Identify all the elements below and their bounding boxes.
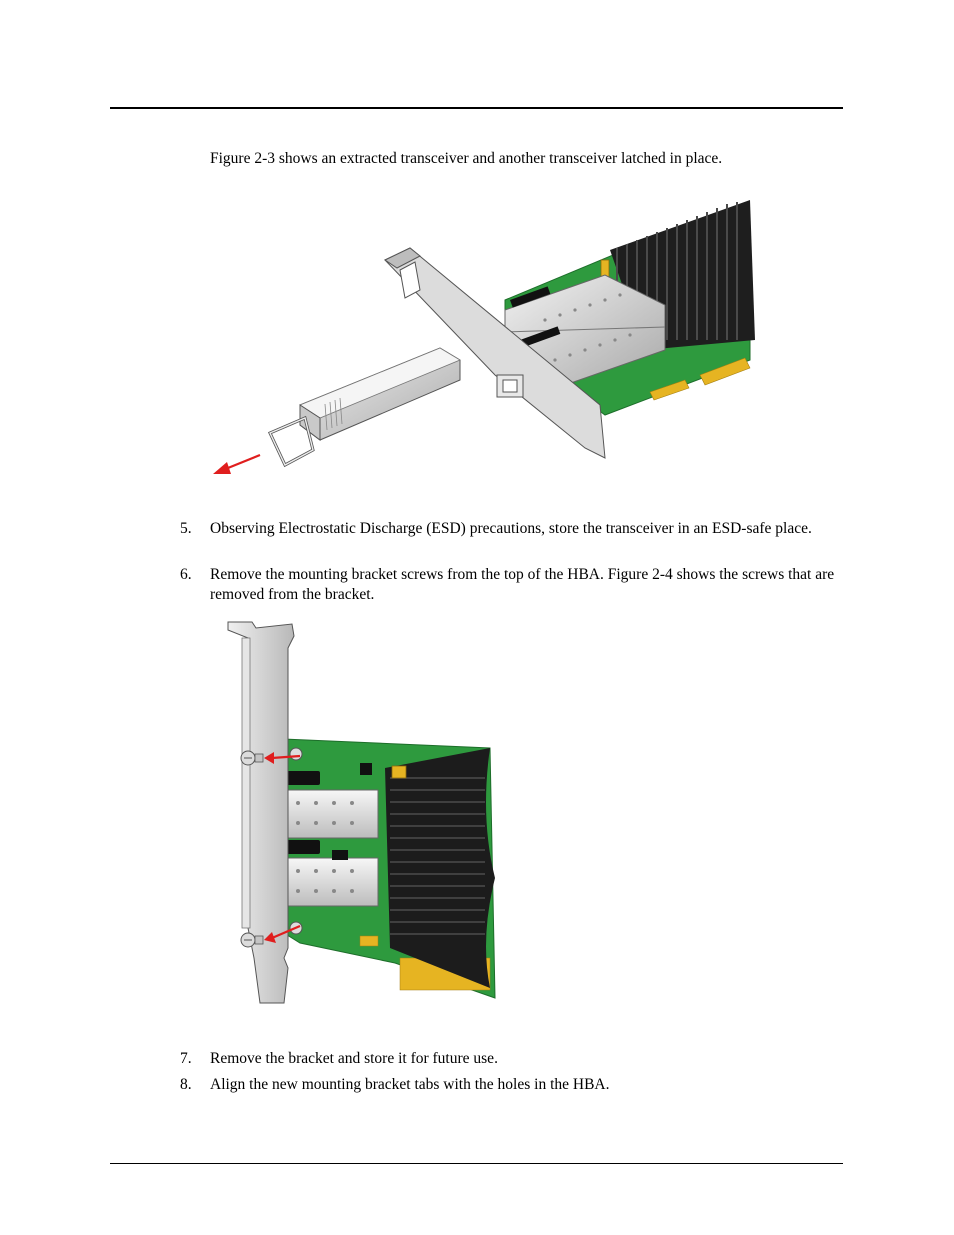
- step-number: 5.: [180, 520, 192, 537]
- step-text: Remove the mounting bracket screws from the top of the HBA. Figure 2-4 shows the screws that are removed from the bracket.: [210, 566, 835, 603]
- heatsink: [385, 748, 495, 988]
- intro-paragraph: Figure 2-3 shows an extracted transceiver and another transceiver latched in place.: [210, 150, 723, 167]
- step-text: Remove the bracket and store it for future use.: [210, 1050, 498, 1067]
- mounting-bracket: [228, 622, 294, 1003]
- step-text: Align the new mounting bracket tabs with the holes in the HBA.: [210, 1076, 610, 1093]
- header-rule: [110, 107, 843, 109]
- step-number: 8.: [180, 1076, 192, 1093]
- step-number: 7.: [180, 1050, 192, 1067]
- board-component: [360, 763, 372, 775]
- step-number: 6.: [180, 566, 192, 583]
- extract-arrow: [213, 455, 260, 474]
- board-screw: [392, 766, 406, 778]
- extracted-transceiver: [270, 348, 460, 465]
- figure-2-3-illustration: [205, 190, 765, 490]
- footer-rule: [110, 1163, 843, 1164]
- latched-transceiver-bail: [497, 375, 523, 397]
- screw-hole-top: [290, 748, 302, 760]
- step-text: Observing Electrostatic Discharge (ESD) precautions, store the transceiver in an ESD-safe place.: [210, 520, 812, 537]
- figure-2-4-illustration: [220, 618, 505, 1008]
